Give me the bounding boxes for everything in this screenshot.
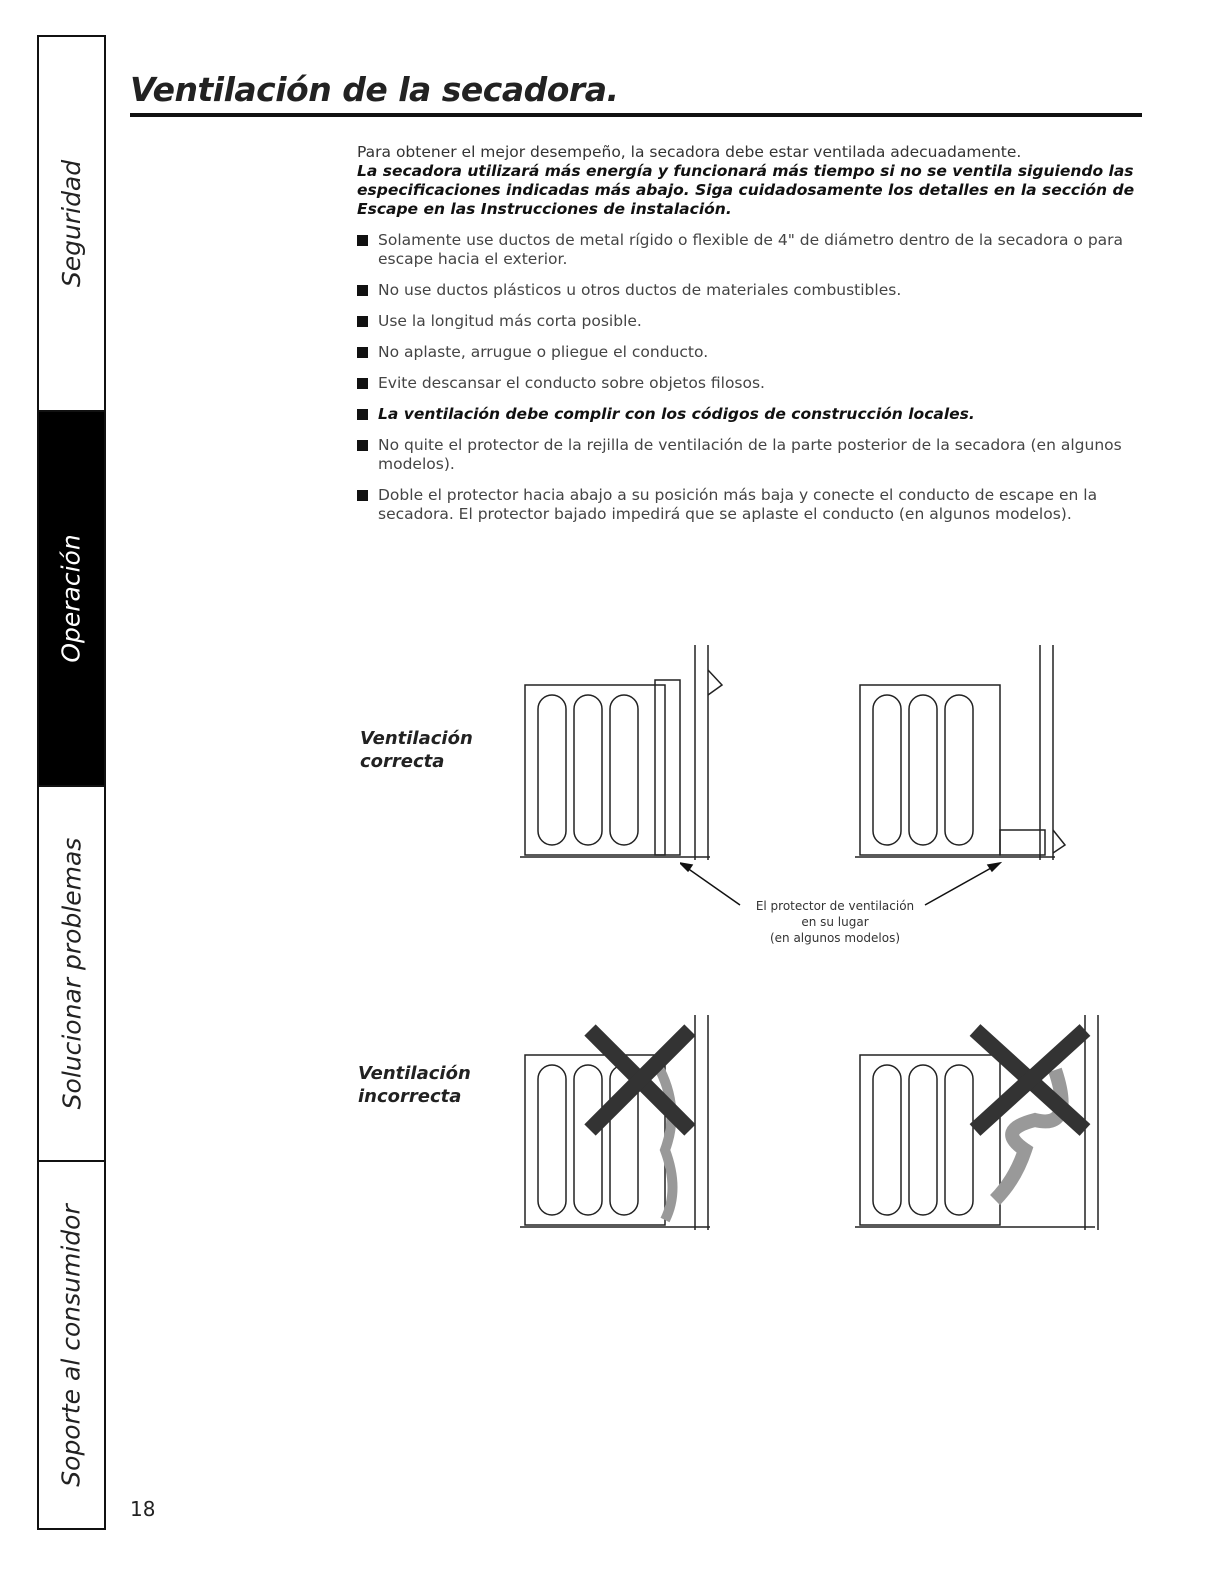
- list-item: No use ductos plásticos u otros ductos de materiales combustibles.: [357, 281, 1147, 300]
- label-line: Ventilación: [358, 1063, 471, 1084]
- list-item: Solamente use ductos de metal rígido o flexible de 4" de diámetro dentro de la secadora o para escape hacia el exterior.: [357, 231, 1147, 269]
- list-item: No quite el protector de la rejilla de ventilación de la parte posterior de la secadora (en algunos modelos).: [357, 436, 1147, 474]
- caption-line: (en algunos modelos): [769, 931, 901, 945]
- tab-seguridad[interactable]: [39, 37, 104, 412]
- list-item: No aplaste, arrugue o pliegue el conducto.: [357, 343, 1147, 362]
- label-line: incorrecta: [358, 1086, 462, 1107]
- incorrect-vent-label: [358, 1062, 471, 1108]
- page-number: 18: [130, 1497, 156, 1521]
- dryer-correct-1-illustration: [510, 640, 730, 870]
- page-title: Ventilación de la secadora.: [130, 70, 619, 109]
- dryer-incorrect-2-illustration: [845, 1010, 1115, 1240]
- dryer-correct-2-illustration: [845, 640, 1075, 870]
- correct-vent-label: [360, 727, 473, 773]
- section-sidebar: [37, 35, 106, 1530]
- content: [357, 143, 1147, 536]
- caption-line: en su lugar: [801, 915, 869, 929]
- label-line: correcta: [360, 751, 445, 772]
- tab-label: Solucionar problemas: [57, 837, 87, 1110]
- vent-guard-caption: [700, 898, 970, 946]
- list-item: Evite descansar el conducto sobre objetos filosos.: [357, 374, 1147, 393]
- tab-label: Seguridad: [57, 159, 86, 288]
- label-line: Ventilación: [360, 728, 473, 749]
- list-item: Doble el protector hacia abajo a su posición más baja y conecte el conducto de escape en la secadora. El protector bajado impedirá que se aplaste el conducto (en algunos modelos).: [357, 486, 1147, 524]
- tab-solucionar-problemas[interactable]: [39, 787, 104, 1162]
- dryer-incorrect-1-illustration: [510, 1010, 730, 1240]
- tab-operacion[interactable]: [39, 412, 104, 787]
- intro-text: Para obtener el mejor desempeño, la secadora debe estar ventilada adecuadamente.: [357, 143, 1022, 161]
- title-rule: [130, 113, 1142, 117]
- list-item: La ventilación debe complir con los códigos de construcción locales.: [357, 405, 1147, 424]
- warning-text: La secadora utilizará más energía y funcionará más tiempo si no se ventila siguiendo las especificaciones indicadas más abajo. Siga cuidadosamente los detalles en la sección de Escape en las Instrucciones de instalación.: [357, 162, 1135, 218]
- caption-line: El protector de ventilación: [755, 899, 915, 913]
- bullet-list: [357, 231, 1147, 524]
- tab-soporte-consumidor[interactable]: [39, 1162, 104, 1528]
- list-item: Use la longitud más corta posible.: [357, 312, 1147, 331]
- tab-label: Operación: [57, 534, 87, 663]
- tab-label: Soporte al consumidor: [57, 1203, 87, 1487]
